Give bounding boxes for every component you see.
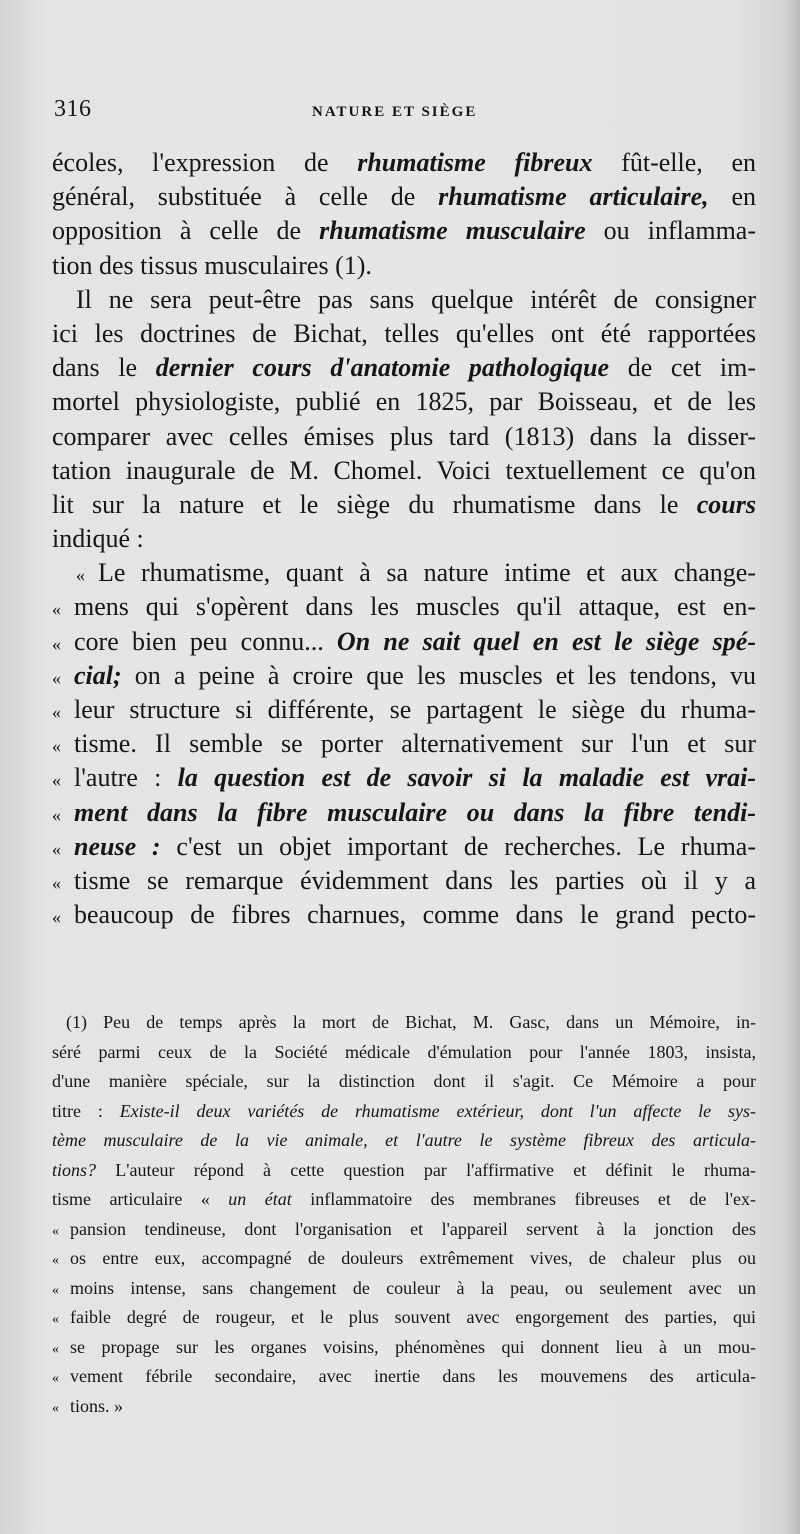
text-segment: pansion tendineuse, dont l'organisation et l'appareil servent à la jonction des — [70, 1218, 756, 1239]
text-segment: Le rhumatisme, quant à sa nature intime et aux change- — [98, 558, 756, 588]
quote-mark: « — [52, 1223, 59, 1239]
quote-mark: « — [52, 599, 61, 620]
page-header — [54, 96, 754, 130]
text-segment: opposition à celle de — [52, 216, 320, 246]
text-segment: se propage sur les organes voisins, phénomènes qui donnent lieu à un mou- — [70, 1336, 756, 1357]
text-segment: écoles, l'expression de — [52, 148, 358, 177]
italic-text: tème musculaire de la vie animale, et l'autre le système fibreux des articula- — [52, 1130, 756, 1150]
body-line — [52, 249, 756, 283]
text-segment: en — [708, 182, 756, 212]
text-segment: moins intense, sans changement de couleur à la peau, ou seulement avec un — [70, 1277, 756, 1298]
italic-text: rhumatisme articulaire, — [438, 182, 709, 212]
page-number: 316 — [54, 96, 92, 122]
footnote-line — [52, 1392, 756, 1422]
body-line — [52, 454, 756, 488]
text-segment: (1) Peu de temps après la mort de Bichat, M. Gasc, dans un Mémoire, in- — [66, 1012, 756, 1032]
quote-mark: « — [52, 872, 61, 893]
text-segment: tisme. Il semble se porter alternativement sur l'un et sur — [74, 729, 756, 759]
text-segment: ou inflamma- — [585, 216, 756, 246]
text-segment: l'autre : — [74, 763, 178, 793]
footnote-line — [52, 1244, 756, 1274]
footnote-line — [52, 1156, 756, 1186]
quote-mark: « — [52, 804, 61, 825]
body-line — [52, 556, 756, 590]
quote-mark: « — [52, 838, 61, 859]
quote-mark: « — [52, 1312, 59, 1327]
italic-text: tions? — [52, 1159, 97, 1180]
quote-mark: « — [52, 1341, 59, 1357]
text-segment: comparer avec celles émises plus tard (1813) dans la disser- — [52, 421, 756, 451]
footnote-line — [52, 1097, 756, 1127]
text-segment: titre : — [52, 1100, 120, 1121]
running-title: NATURE ET SIÈGE — [312, 104, 478, 120]
text-segment: dans le — [52, 353, 156, 383]
text-segment: on a peine à croire que les muscles et les tendons, vu — [121, 660, 756, 690]
italic-text: ment dans la fibre musculaire ou dans la fibre tendi- — [74, 797, 756, 827]
body-line — [52, 898, 756, 932]
body-line — [52, 693, 756, 727]
body-line — [52, 317, 756, 351]
body-line — [52, 420, 756, 454]
body-line — [52, 625, 756, 659]
quote-mark: « — [52, 702, 61, 722]
text-segment: tions. » — [70, 1395, 124, 1416]
footnote — [52, 1008, 756, 1421]
text-segment: séré parmi ceux de la Société médicale d'émulation pour l'année 1803, insista, — [52, 1041, 756, 1062]
text-segment: ici les doctrines de Bichat, telles qu'elles ont été rapportées — [52, 318, 756, 348]
body-text — [52, 146, 756, 932]
text-segment: de cet im- — [609, 353, 756, 383]
text-segment: leur structure si différente, se partagent le siège du rhuma- — [74, 695, 756, 724]
footnote-line — [52, 1274, 756, 1304]
body-line — [52, 180, 756, 214]
quote-mark: « — [52, 1371, 59, 1386]
body-line — [52, 214, 756, 248]
quote-mark: « — [52, 667, 61, 688]
text-segment: faible degré de rougeur, et le plus souvent avec engorgement des parties, qui — [70, 1307, 756, 1327]
footnote-line — [52, 1038, 756, 1068]
text-segment: Il ne sera peut-être pas sans quelque intérêt de consigner — [76, 284, 756, 314]
footnote-line — [52, 1126, 756, 1156]
body-line — [52, 522, 756, 556]
italic-text: un état — [228, 1189, 292, 1209]
text-segment: tation inaugurale de M. Chomel. Voici textuellement ce qu'on — [52, 455, 756, 485]
quote-mark: « — [52, 1400, 59, 1416]
body-line — [52, 659, 756, 693]
text-segment: L'auteur répond à cette question par l'affirmative et définit le rhuma- — [96, 1159, 756, 1180]
quote-mark: « — [52, 1282, 59, 1298]
body-line — [52, 590, 756, 624]
quote-mark: « — [52, 633, 61, 654]
italic-text: cial; — [74, 660, 122, 690]
body-line — [52, 761, 756, 795]
body-line — [52, 385, 756, 419]
page-spine-shadow — [786, 0, 800, 1534]
text-segment: mens qui s'opèrent dans les muscles qu'il attaque, est en- — [74, 592, 756, 622]
text-segment: d'une manière spéciale, sur la distinction dont il s'agit. Ce Mémoire a pour — [52, 1071, 756, 1091]
text-segment: tion des tissus musculaires (1). — [52, 250, 372, 280]
quote-mark: « — [52, 907, 61, 928]
body-line — [52, 796, 756, 830]
text-segment: os entre eux, accompagné de douleurs extrêmement vives, de chaleur plus ou — [70, 1248, 756, 1268]
body-line — [52, 727, 756, 761]
italic-text: dernier cours d'anatomie pathologique — [155, 353, 610, 383]
text-segment: général, substituée à celle de — [52, 182, 439, 212]
quote-mark: « — [52, 1253, 59, 1268]
text-segment: vement fébrile secondaire, avec inertie dans les mouvemens des articula- — [70, 1366, 756, 1386]
text-segment: inflammatoire des membranes fibreuses et de l'ex- — [291, 1189, 756, 1209]
text-segment: core bien peu connu... — [74, 626, 337, 656]
footnote-line — [52, 1008, 756, 1038]
body-line — [52, 351, 756, 385]
body-line — [52, 146, 756, 180]
footnote-line — [52, 1362, 756, 1392]
text-segment: fût-elle, en — [592, 148, 756, 177]
quote-mark: « — [52, 770, 61, 791]
text-segment: mortel physiologiste, publié en 1825, par Boisseau, et de les — [52, 387, 756, 417]
body-line — [52, 830, 756, 864]
quote-mark: « — [76, 565, 85, 586]
italic-text: rhumatisme musculaire — [319, 216, 586, 246]
italic-text: On ne sait quel en est le siège spé- — [336, 626, 756, 656]
footnote-line — [52, 1333, 756, 1363]
footnote-line — [52, 1067, 756, 1097]
italic-text: Existe-il deux variétés de rhumatisme extérieur, dont l'un affecte le sys- — [119, 1100, 756, 1121]
italic-text: rhumatisme fibreux — [357, 148, 593, 177]
italic-text: la question est de savoir si la maladie est vrai- — [177, 763, 756, 793]
text-segment: lit sur la nature et le siège du rhumatisme dans le — [52, 489, 697, 519]
text-segment: c'est un objet important de recherches. Le rhuma- — [160, 831, 756, 861]
text-segment: indiqué : — [52, 524, 144, 554]
footnote-line — [52, 1185, 756, 1215]
body-line — [52, 283, 756, 317]
italic-text: neuse : — [74, 831, 161, 861]
text-segment: beaucoup de fibres charnues, comme dans le grand pecto- — [74, 900, 756, 930]
text-segment: tisme se remarque évidemment dans les parties où il y a — [74, 865, 756, 895]
body-line — [52, 488, 756, 522]
footnote-line — [52, 1303, 756, 1333]
quote-mark: « — [52, 736, 61, 757]
body-line — [52, 864, 756, 898]
italic-text: cours — [696, 489, 756, 519]
text-segment: tisme articulaire « — [52, 1189, 229, 1209]
footnote-line — [52, 1215, 756, 1245]
